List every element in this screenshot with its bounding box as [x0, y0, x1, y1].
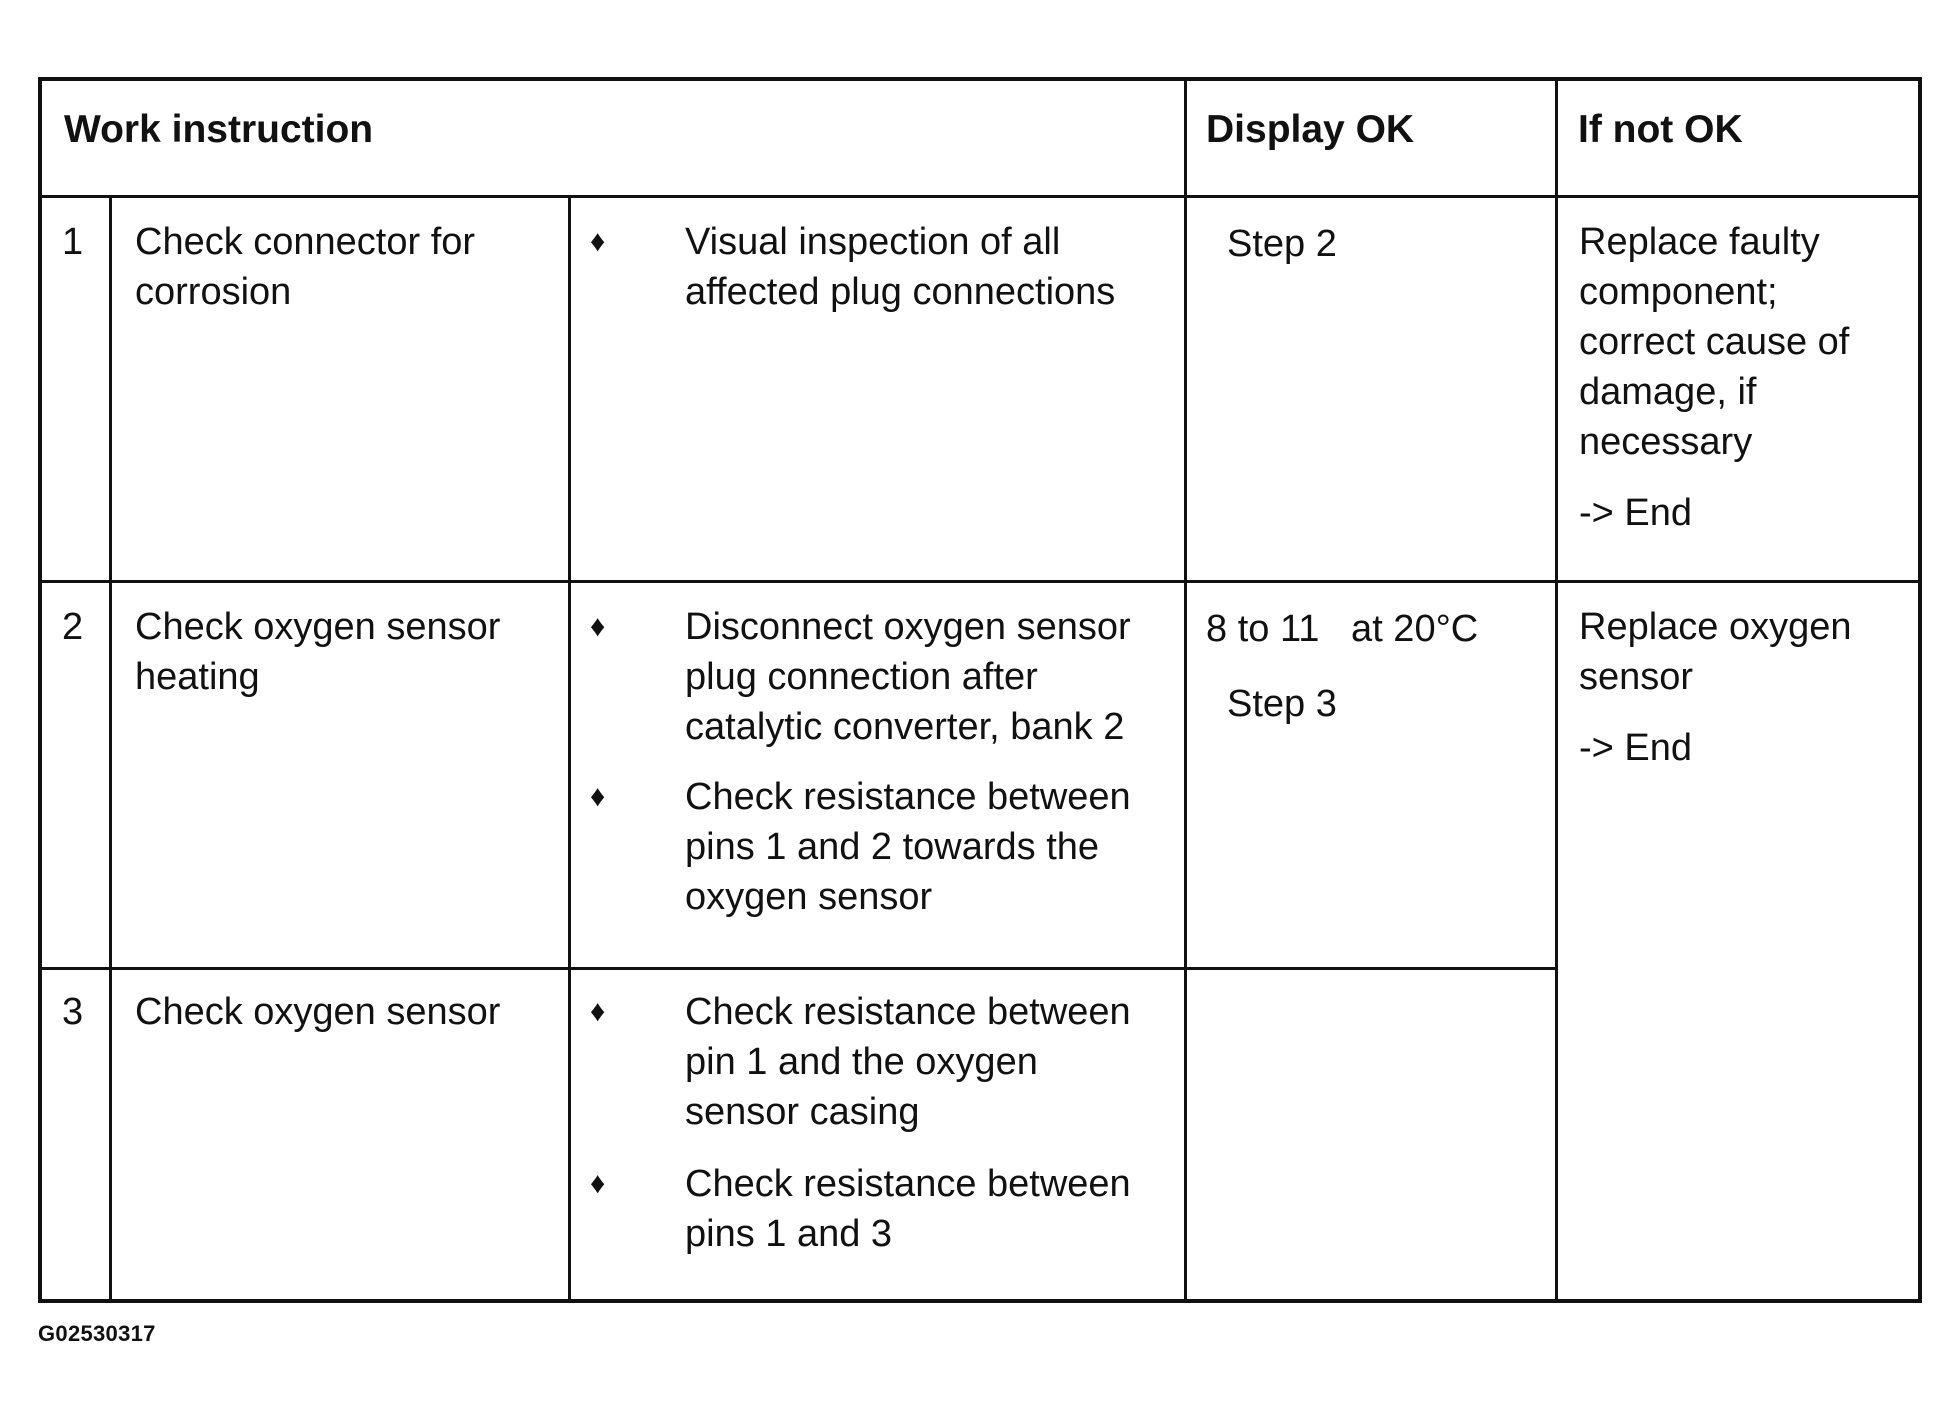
- instruction-line: plug connection after: [685, 656, 1038, 698]
- instruction-line: pins 1 and 2 towards the: [685, 826, 1100, 868]
- instruction-line: Disconnect oxygen sensor: [685, 606, 1131, 648]
- divider-if-not-ok: [1555, 81, 1558, 1303]
- figure-id: G02530317: [38, 1321, 156, 1346]
- instruction-line: Check resistance between: [685, 776, 1131, 818]
- if-not-ok-line: Replace faulty: [1579, 221, 1820, 263]
- step-number: 2: [62, 606, 84, 648]
- step-title-line: Check oxygen sensor: [135, 991, 501, 1033]
- divider-row-1: [42, 580, 1922, 583]
- header-work-instruction: Work instruction: [64, 108, 374, 151]
- bullet-icon: ♦: [590, 225, 606, 258]
- if-not-ok-line: Replace oxygen: [1579, 606, 1852, 648]
- divider-step-number: [109, 196, 112, 1303]
- header-if-not-ok: If not OK: [1578, 108, 1743, 151]
- if-not-ok-end: -> End: [1579, 492, 1693, 534]
- step-title-line: heating: [135, 656, 260, 698]
- if-not-ok-line: component;: [1579, 271, 1778, 313]
- step-title-line: Check oxygen sensor: [135, 606, 501, 648]
- bullet-icon: ♦: [590, 780, 606, 813]
- if-not-ok-line: damage, if: [1579, 371, 1757, 413]
- divider-row-2: [42, 967, 1557, 970]
- step-title-line: Check connector for: [135, 221, 476, 263]
- instruction-line: pins 1 and 3: [685, 1213, 893, 1255]
- instruction-line: sensor casing: [685, 1091, 920, 1133]
- divider-header: [42, 195, 1922, 198]
- step-number: 1: [62, 221, 84, 263]
- bullet-icon: ♦: [590, 1167, 606, 1200]
- step-title-line: corrosion: [135, 271, 292, 313]
- display-ok-next-step: Step 3: [1227, 683, 1337, 725]
- bullet-icon: ♦: [590, 610, 606, 643]
- instruction-line: Visual inspection of all: [685, 221, 1061, 263]
- if-not-ok-line: sensor: [1579, 656, 1694, 698]
- instruction-line: pin 1 and the oxygen: [685, 1041, 1038, 1083]
- work-instruction-table: [38, 77, 1922, 1303]
- bullet-icon: ♦: [590, 995, 606, 1028]
- instruction-line: Check resistance between: [685, 991, 1131, 1033]
- if-not-ok-end: -> End: [1579, 727, 1693, 769]
- instruction-line: Check resistance between: [685, 1163, 1131, 1205]
- if-not-ok-line: correct cause of: [1579, 321, 1850, 363]
- divider-display-ok: [1184, 81, 1187, 1303]
- if-not-ok-line: necessary: [1579, 421, 1753, 463]
- display-ok-next-step: Step 2: [1227, 223, 1337, 265]
- step-number: 3: [62, 991, 84, 1033]
- divider-title: [568, 196, 571, 1303]
- instruction-line: catalytic converter, bank 2: [685, 706, 1125, 748]
- instruction-line: affected plug connections: [685, 271, 1116, 313]
- display-ok-value: 8 to 11 at 20°C: [1206, 608, 1479, 650]
- instruction-line: oxygen sensor: [685, 876, 933, 918]
- header-display-ok: Display OK: [1206, 108, 1415, 151]
